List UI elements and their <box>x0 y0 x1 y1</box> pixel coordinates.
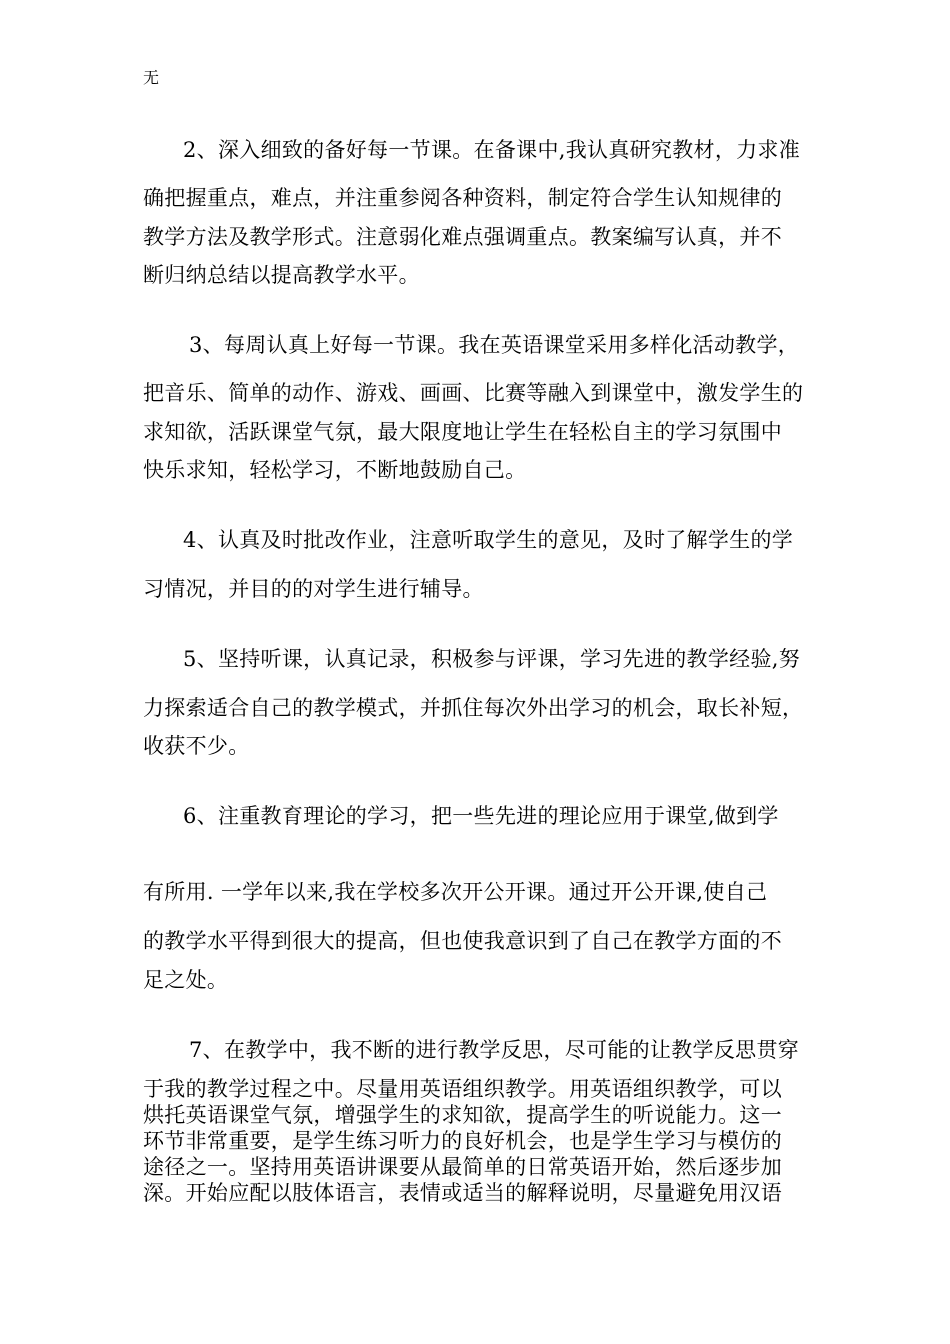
paragraph-3-line-4: 快乐求知，轻松学习，不断地鼓励自己。 <box>143 458 527 482</box>
paragraph-2-line-1: 2、深入细致的备好每一节课。在备课中,我认真研究教材，力求准 <box>183 138 801 162</box>
paragraph-7-line-3: 烘托英语课堂气氛，增强学生的求知欲，提高学生的听说能力。这一 <box>143 1103 782 1127</box>
paragraph-6-line-3: 的教学水平得到很大的提高，但也使我意识到了自己在教学方面的不 <box>143 929 782 953</box>
paragraph-3-line-2: 把音乐、简单的动作、游戏、画画、比赛等融入到课堂中，激发学生的 <box>143 381 804 405</box>
paragraph-2-line-3: 教学方法及教学形式。注意弱化难点强调重点。教案编写认真，并不 <box>143 225 782 249</box>
paragraph-3-line-3: 求知欲，活跃课堂气氛，最大限度地让学生在轻松自主的学习氛围中 <box>143 420 782 444</box>
paragraph-6-line-4: 足之处。 <box>143 968 229 992</box>
paragraph-7-line-1: 7、在教学中，我不断的进行教学反思，尽可能的让教学反思贯穿 <box>189 1038 800 1062</box>
paragraph-6-line-2: 有所用. 一学年以来,我在学校多次开公开课。通过开公开课,使自己 <box>143 880 768 904</box>
paragraph-7-line-4: 环节非常重要，是学生练习听力的良好机会，也是学生学习与模仿的 <box>143 1129 782 1153</box>
paragraph-6-line-1: 6、注重教育理论的学习，把一些先进的理论应用于课堂,做到学 <box>183 804 779 828</box>
paragraph-2-line-2: 确把握重点，难点，并注重参阅各种资料，制定符合学生认知规律的 <box>143 186 782 210</box>
paragraph-7-line-6: 深。开始应配以肢体语言，表情或适当的解释说明，尽量避免用汉语 <box>143 1181 782 1205</box>
paragraph-3-line-1: 3、每周认真上好每一节课。我在英语课堂采用多样化活动教学， <box>189 333 800 357</box>
header-mark: 无 <box>143 68 160 87</box>
paragraph-7-line-2: 于我的教学过程之中。尽量用英语组织教学。用英语组织教学，可以 <box>143 1077 782 1101</box>
paragraph-5-line-3: 收获不少。 <box>143 734 250 758</box>
paragraph-4-line-1: 4、认真及时批改作业，注意听取学生的意见，及时了解学生的学 <box>183 528 794 552</box>
paragraph-7-line-5: 途径之一。坚持用英语讲课要从最简单的日常英语开始，然后逐步加 <box>143 1155 782 1179</box>
paragraph-4-line-2: 习情况，并目的的对学生进行辅导。 <box>143 577 484 601</box>
paragraph-2-line-4: 断归纳总结以提高教学水平。 <box>143 263 420 287</box>
paragraph-5-line-1: 5、坚持听课，认真记录，积极参与评课，学习先进的教学经验,努 <box>183 647 801 671</box>
paragraph-5-line-2: 力探索适合自己的教学模式，并抓住每次外出学习的机会，取长补短， <box>143 696 804 720</box>
